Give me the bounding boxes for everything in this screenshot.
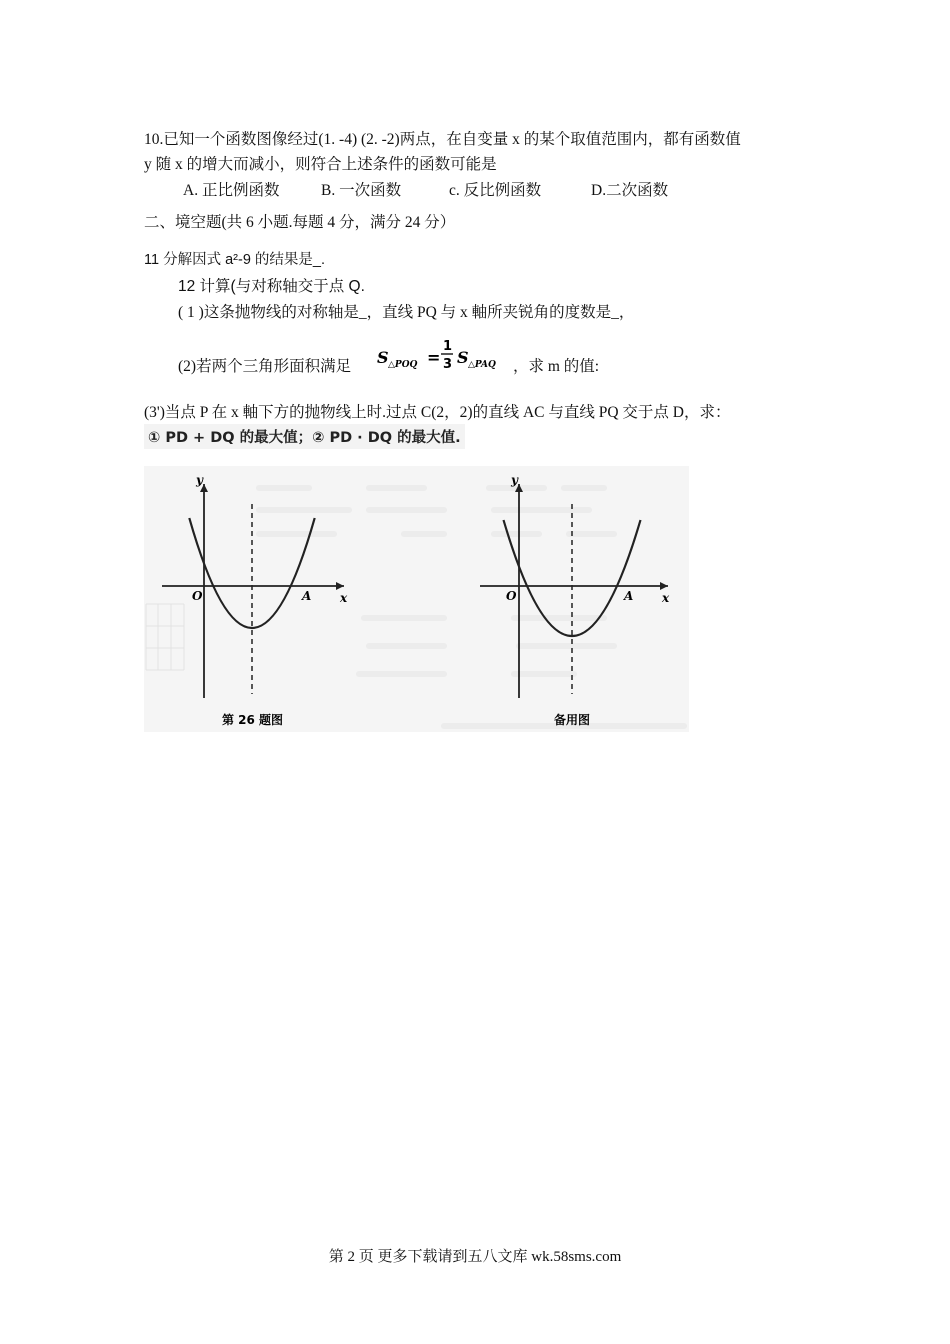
- part3: (3')当点 P 在 x 軸下方的抛物线上时.过点 C(2，2)的直线 AC 与直线 PQ 交于点 D，求：: [144, 404, 731, 421]
- formula-lhs-sub: △POQ: [388, 360, 418, 370]
- q10-line2: y 随 x 的增大而减小，则符合上述条件的函数可能是: [144, 156, 497, 173]
- q10-line1: 10.已知一个函数图像经过(1. -4) (2. -2)两点，在自变量 x 的某个取值范围内，都有函数值: [144, 131, 741, 148]
- left-y-label: y: [196, 473, 203, 487]
- part2-pre: (2)若两个三角形面积满足: [178, 358, 352, 375]
- option-b: B. 一次函数: [321, 182, 402, 199]
- option-c: c. 反比例函数: [449, 182, 542, 199]
- formula-rhs: S: [457, 348, 469, 367]
- formula-eq: =: [427, 348, 441, 367]
- formula-lhs: S: [377, 348, 389, 367]
- right-origin-label: O: [506, 589, 517, 603]
- left-point-a-label: A: [302, 589, 312, 603]
- part2-post: ，求 m 的值:: [513, 358, 600, 375]
- left-x-label: x: [340, 591, 348, 605]
- section-heading: 二、境空题(共 6 小题.每题 4 分，满分 24 分）: [144, 214, 456, 231]
- q11: 11 分解因式 a²-9 的结果是_.: [144, 252, 326, 268]
- q10-options: [183, 178, 668, 200]
- formula-num: 1: [443, 339, 453, 354]
- area-ratio-formula: [375, 334, 511, 376]
- right-y-label: y: [511, 473, 518, 487]
- formula-rhs-sub: △PAQ: [468, 360, 496, 370]
- page-footer: 第 2 页 更多下载请到五八文库 wk.58sms.com: [328, 1249, 622, 1265]
- parabola-figure: [144, 466, 689, 732]
- part1: ( 1 )这条抛物线的对称轴是_，直线 PQ 与 x 軸所夹锐角的度数是_，: [178, 304, 635, 321]
- q12: 12 计算(与对称轴交于点 Q.: [178, 278, 365, 295]
- max-value-question: ① PD + DQ 的最大值；② PD · DQ 的最大值.: [144, 424, 465, 449]
- left-caption: 第 26 题图: [222, 713, 284, 727]
- left-origin-label: O: [192, 589, 203, 603]
- right-caption: 备用图: [554, 713, 591, 727]
- right-point-a-label: A: [624, 589, 634, 603]
- right-x-label: x: [662, 591, 670, 605]
- formula-den: 3: [443, 357, 453, 372]
- option-a: A. 正比例函数: [183, 182, 280, 199]
- option-d: D.二次函数: [591, 182, 669, 199]
